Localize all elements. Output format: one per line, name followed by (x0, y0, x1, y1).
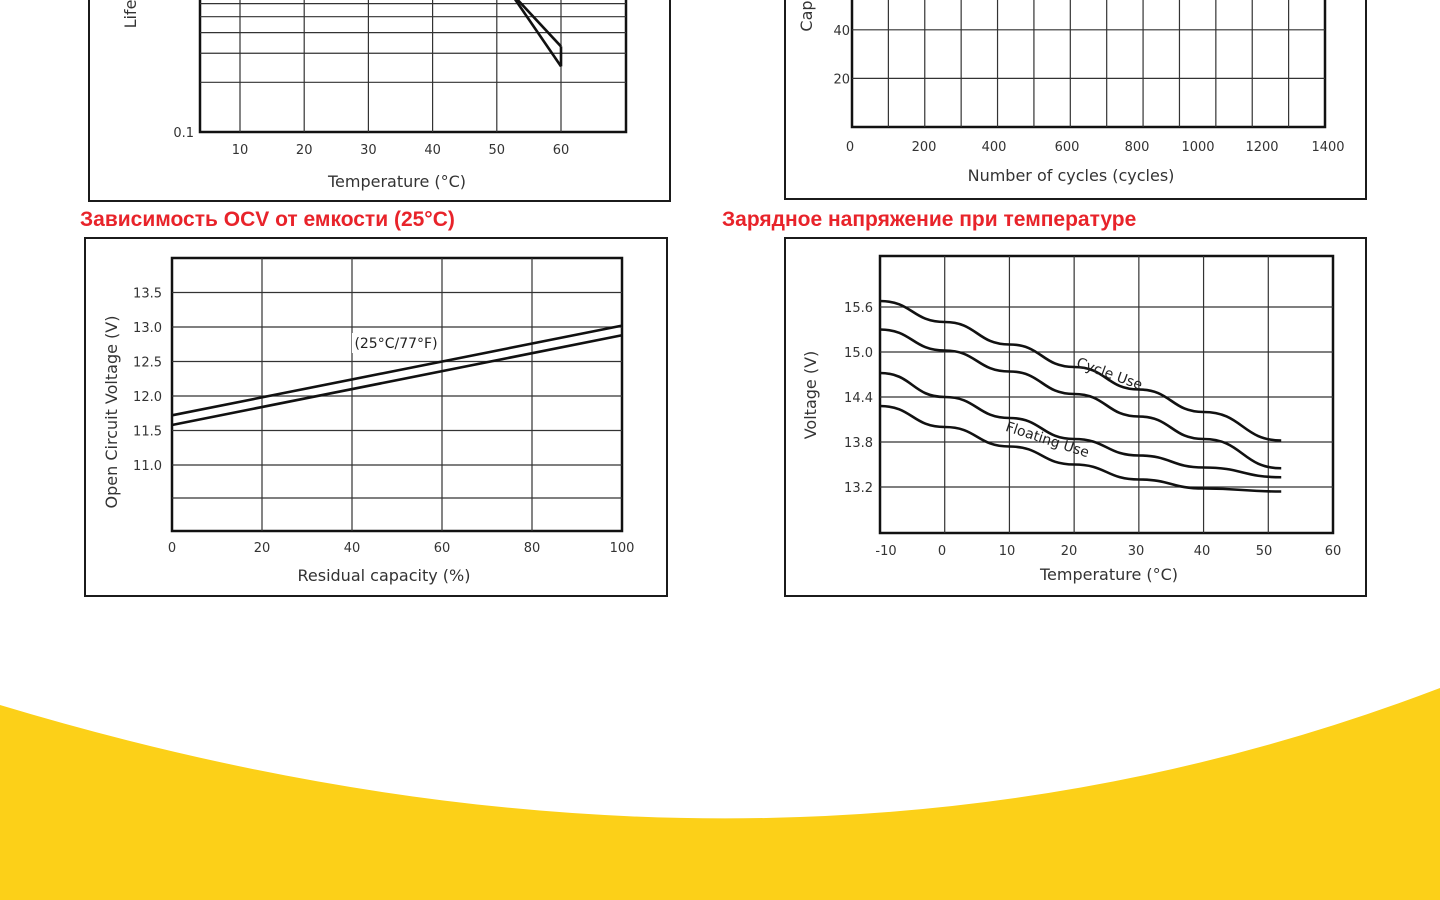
temperature-annotation: (25°C/77°F) (354, 336, 438, 352)
x-axis-label: Temperature (°C) (327, 172, 467, 191)
x-tick-label: 40 (1193, 544, 1211, 559)
y-axis-label: Voltage (V) (801, 350, 820, 440)
x-tick-label: 30 (360, 143, 377, 158)
y-tick-label: 12.0 (133, 390, 162, 405)
x-tick-label: 60 (433, 541, 451, 556)
y-axis-label: Open Circuit Voltage (V) (102, 315, 121, 509)
y-tick-label: 13.8 (844, 436, 873, 451)
x-tick-label: 20 (295, 143, 313, 158)
x-tick-label: 10 (231, 143, 249, 158)
y-axis-label-partial: Cap (797, 0, 816, 32)
x-axis-label: Residual capacity (%) (297, 566, 471, 585)
ocv-vs-capacity-chart (85, 238, 667, 596)
x-tick-label: 30 (1127, 544, 1145, 559)
life-vs-temp-chart (89, 0, 670, 201)
capacity-vs-cycles-chart (785, 0, 1366, 199)
x-tick-label: 60 (552, 143, 570, 158)
x-tick-label: 20 (1060, 544, 1078, 559)
y-tick-label: 13.0 (133, 321, 162, 336)
chart-frame (785, 238, 1366, 596)
x-tick-label: 1200 (1245, 140, 1279, 155)
x-tick-label: 0 (845, 140, 855, 155)
ocv-chart-title: Зависимость OCV от емкости (25°C) (80, 208, 455, 231)
x-tick-label: 400 (981, 140, 1007, 155)
x-tick-label: 1000 (1181, 140, 1215, 155)
x-tick-label: 0 (937, 544, 947, 559)
y-tick-label: 0.1 (173, 126, 194, 141)
charge-voltage-chart-title: Зарядное напряжение при температуре (722, 208, 1137, 231)
y-tick-label: 15.0 (844, 346, 873, 361)
charge-voltage-vs-temp-chart (785, 238, 1366, 596)
y-tick-label: 11.0 (133, 459, 162, 474)
x-tick-label: 40 (343, 541, 361, 556)
x-tick-label: 50 (488, 143, 506, 158)
y-tick-label: 40 (833, 23, 850, 39)
y-tick-label: 15.6 (844, 301, 873, 316)
y-tick-label: 20 (833, 72, 850, 88)
floating-use-upper-curve (880, 373, 1281, 477)
x-tick-label: 80 (523, 541, 541, 556)
y-tick-label: 14.4 (844, 391, 873, 406)
y-tick-label: 13.5 (133, 286, 162, 302)
y-axis-label-partial: Life (121, 0, 140, 29)
x-tick-label: -10 (875, 544, 897, 559)
x-tick-label: 20 (253, 541, 271, 556)
cycle-use-label: Cycle Use (1074, 354, 1145, 394)
x-tick-label: 100 (609, 541, 635, 556)
x-tick-label: 600 (1054, 140, 1080, 155)
x-tick-label: 50 (1255, 544, 1273, 559)
x-tick-label: 40 (424, 143, 441, 158)
x-tick-label: 200 (911, 140, 937, 155)
plot-area-border (172, 258, 622, 531)
y-tick-label: 12.5 (133, 355, 162, 371)
life-curve-edge-1 (465, 0, 561, 46)
x-tick-label: 800 (1124, 140, 1150, 155)
y-tick-label: 13.2 (844, 481, 873, 496)
x-tick-label: 10 (998, 544, 1016, 559)
plot-area-border (852, 0, 1325, 127)
x-tick-label: 60 (1324, 544, 1342, 559)
y-tick-label: 11.5 (133, 424, 162, 440)
floating-use-label: Floating Use (1003, 419, 1092, 462)
x-axis-label: Number of cycles (cycles) (967, 166, 1175, 185)
chart-frame (89, 0, 670, 201)
x-axis-label: Temperature (°C) (1039, 565, 1179, 584)
x-tick-label: 1400 (1311, 140, 1345, 155)
x-tick-label: 0 (167, 541, 177, 556)
